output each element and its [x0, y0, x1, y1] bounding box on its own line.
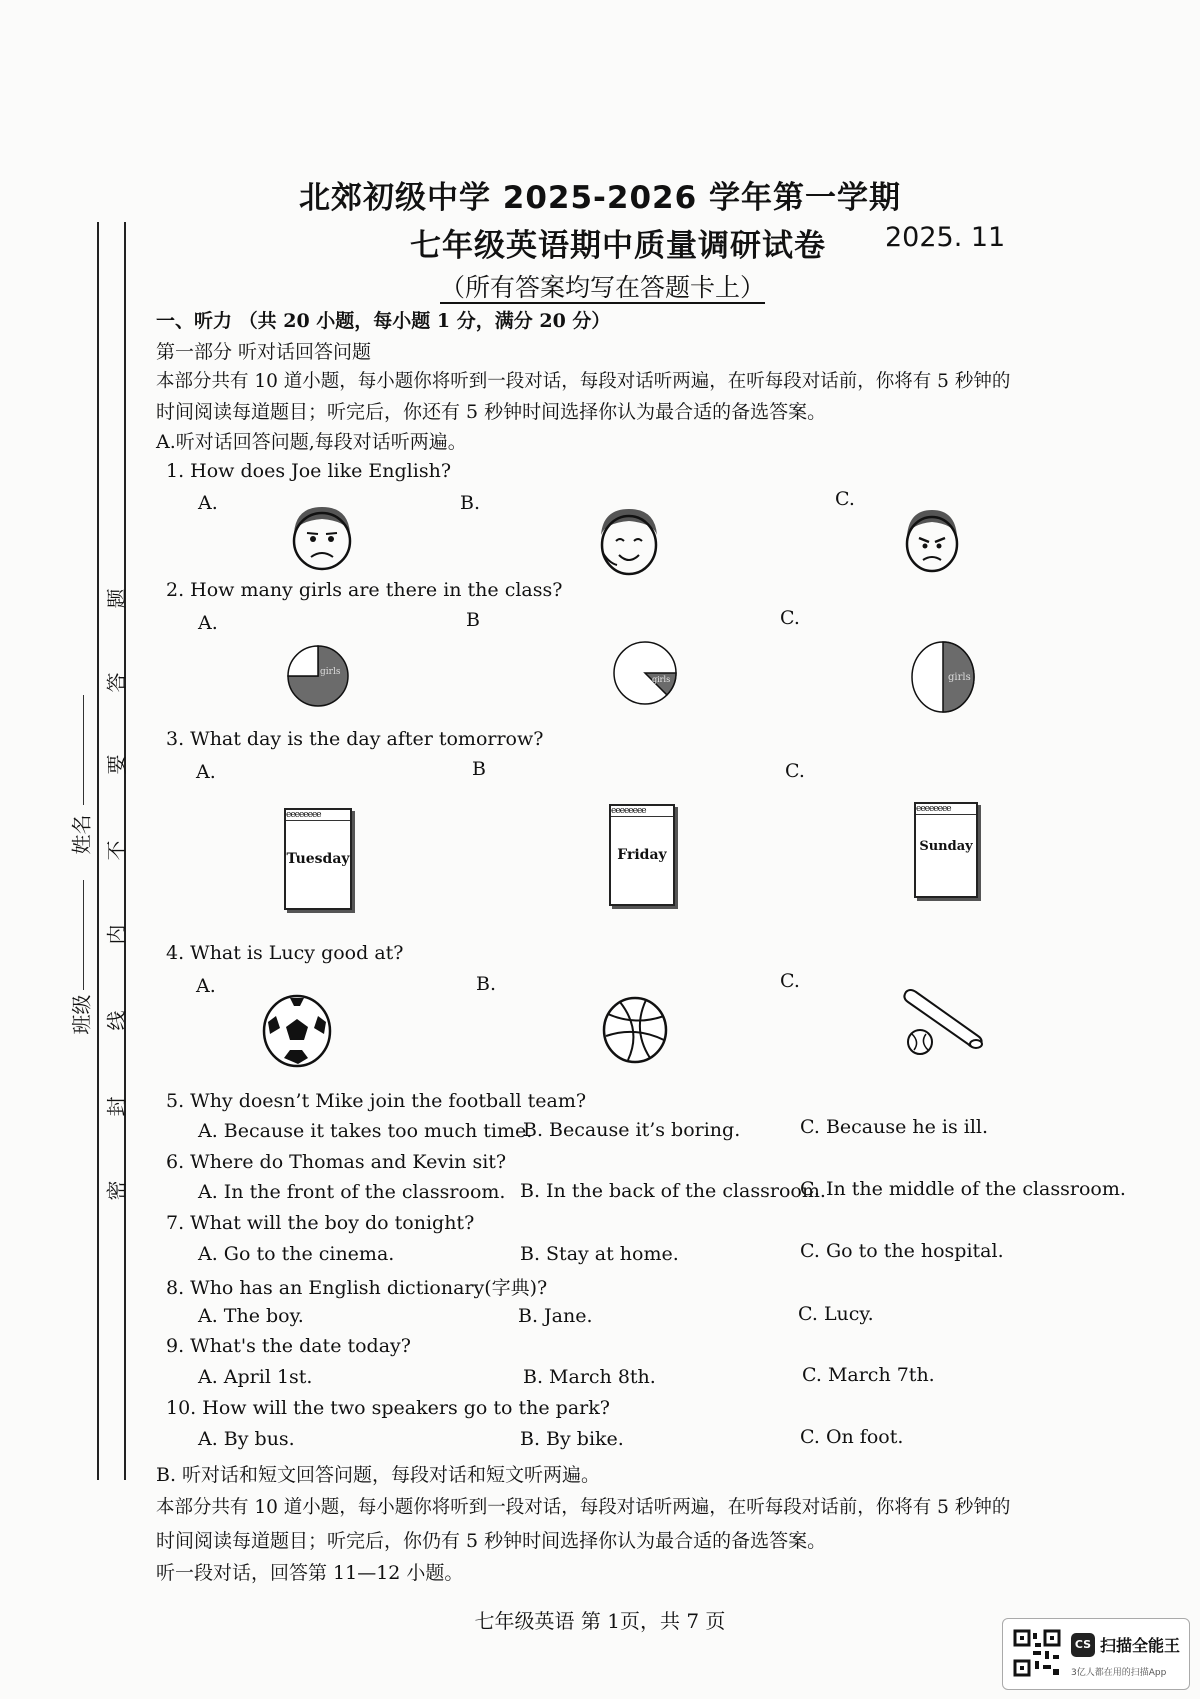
- baseball-bat-icon: [900, 988, 986, 1058]
- question-9: 9. What's the date today?: [166, 1335, 411, 1357]
- question-10: 10. How will the two speakers go to the park?: [166, 1397, 610, 1419]
- option-b: B. Stay at home.: [520, 1243, 679, 1265]
- seal-char: 不: [104, 840, 129, 861]
- option-a: A. The boy.: [198, 1305, 304, 1327]
- pie-label: girls: [652, 675, 671, 684]
- basketball-icon: [602, 996, 668, 1064]
- option-label: A.: [198, 612, 218, 634]
- option-label: B.: [476, 973, 497, 995]
- option-a: A. April 1st.: [198, 1366, 313, 1388]
- option-a: A. Go to the cinema.: [198, 1243, 395, 1265]
- question-8: 8. Who has an English dictionary(字典)?: [166, 1277, 548, 1299]
- option-b: B. In the back of the classroom.: [520, 1180, 826, 1202]
- happy-face-icon: [595, 505, 663, 577]
- question-2: 2. How many girls are there in the class?: [166, 579, 563, 601]
- seal-char: 题: [104, 588, 129, 609]
- calendar-day: Sunday: [919, 839, 973, 854]
- seal-char: 要: [104, 754, 129, 775]
- section-heading: 一、听力 （共 20 小题，每小题 1 分，满分 20 分）: [156, 310, 611, 332]
- calendar-day: Friday: [617, 847, 667, 863]
- calendar-icon: [914, 802, 978, 898]
- seal-char: 密: [104, 1180, 129, 1201]
- option-label: C.: [780, 607, 800, 629]
- option-c: C. Because he is ill.: [800, 1116, 989, 1138]
- pie-chart-a: [286, 644, 350, 708]
- calendar-rings: eeeeeeee: [916, 804, 976, 815]
- exam-title-line1: 北郊初级中学 2025-2026 学年第一学期: [298, 180, 901, 216]
- section-b-title: B. 听对话和短文回答问题，每段对话和短文听两遍。: [156, 1464, 601, 1486]
- page-footer: 七年级英语 第 1页，共 7 页: [474, 1609, 726, 1633]
- option-a: A. By bus.: [198, 1428, 295, 1450]
- option-label: C.: [780, 970, 800, 992]
- option-label: B: [466, 609, 480, 631]
- option-c: C. On foot.: [800, 1426, 904, 1448]
- seal-char: 答: [104, 672, 129, 693]
- seal-char: 线: [104, 1010, 129, 1031]
- question-6: 6. Where do Thomas and Kevin sit?: [166, 1151, 507, 1173]
- option-label: B: [472, 758, 486, 780]
- name-field-line[interactable]: [83, 695, 84, 805]
- exam-date: 2025. 11: [885, 222, 1006, 253]
- option-c: C. Go to the hospital.: [800, 1240, 1004, 1262]
- option-b: B. By bike.: [520, 1428, 624, 1450]
- calendar-icon: [609, 804, 675, 906]
- scanner-tagline: 3亿人都在用的扫描App: [1071, 1668, 1167, 1678]
- option-b: B. Jane.: [518, 1305, 593, 1327]
- angry-face-icon: [903, 508, 961, 574]
- subsection-a-title: A.听对话回答问题,每段对话听两遍。: [156, 431, 467, 453]
- section-b-instructions-line1: 本部分共有 10 道小题，每小题你将听到一段对话，每段对话听两遍，在听每段对话前，你将有 5 秒钟的: [156, 1497, 1011, 1518]
- pie-label: girls: [948, 672, 971, 683]
- option-label: B.: [460, 492, 481, 514]
- scanner-app-name: 扫描全能王: [1100, 1636, 1181, 1655]
- part1-title: 第一部分 听对话回答问题: [156, 341, 372, 363]
- question-7: 7. What will the boy do tonight?: [166, 1212, 475, 1234]
- option-c: C. In the middle of the classroom.: [800, 1178, 1126, 1200]
- section-b-instructions-line2: 时间阅读每道题目；听完后，你仍有 5 秒钟时间选择你认为最合适的备选答案。: [156, 1530, 827, 1552]
- option-a: A. In the front of the classroom.: [198, 1181, 506, 1203]
- soccer-ball-icon: [262, 994, 332, 1068]
- pie-chart-c: [910, 640, 976, 714]
- calendar-rings: eeeeeeee: [286, 810, 350, 821]
- class-label: 班级: [69, 994, 94, 1035]
- instructions-line1: 本部分共有 10 道小题，每小题你将听到一段对话，每段对话听两遍，在听每段对话前，你将有 5 秒钟的: [156, 371, 1011, 392]
- option-label: A.: [198, 492, 218, 514]
- seal-char: 内: [104, 924, 129, 945]
- scanner-logo: CS: [1071, 1633, 1095, 1657]
- question-4: 4. What is Lucy good at?: [166, 942, 404, 964]
- option-label: A.: [196, 761, 216, 783]
- scanner-badge: [1002, 1618, 1190, 1690]
- pie-slice-boys: [288, 646, 318, 676]
- calendar-day: Tuesday: [286, 851, 350, 867]
- qr-code-icon: [1013, 1629, 1061, 1677]
- exam-title-line2: 七年级英语期中质量调研试卷: [410, 228, 826, 264]
- sad-face-icon: [286, 503, 358, 573]
- calendar-rings: eeeeeeee: [611, 806, 673, 817]
- option-c: C. March 7th.: [802, 1364, 935, 1386]
- section-b-instructions-line3: 听一段对话，回答第 11—12 小题。: [156, 1562, 464, 1584]
- answer-card-note: （所有答案均写在答题卡上）: [440, 273, 766, 302]
- question-1: 1. How does Joe like English?: [166, 460, 451, 482]
- option-a: A. Because it takes too much time.: [198, 1120, 533, 1142]
- option-c: C. Lucy.: [798, 1303, 874, 1325]
- class-field-line[interactable]: [83, 880, 84, 990]
- calendar-icon: [284, 808, 352, 910]
- pie-label: girls: [320, 667, 341, 677]
- instructions-line2: 时间阅读每道题目；听完后，你还有 5 秒钟时间选择你认为最合适的备选答案。: [156, 401, 827, 423]
- option-b: B. March 8th.: [523, 1366, 656, 1388]
- option-b: B. Because it’s boring.: [523, 1119, 741, 1141]
- question-5: 5. Why doesn’t Mike join the football team?: [166, 1090, 587, 1112]
- option-label: A.: [196, 975, 216, 997]
- name-label: 姓名: [69, 814, 94, 855]
- seal-char: 封: [104, 1096, 129, 1117]
- option-label: C.: [785, 760, 805, 782]
- question-3: 3. What day is the day after tomorrow?: [166, 728, 544, 750]
- option-label: C.: [835, 488, 855, 510]
- margin-line-outer: [97, 222, 99, 1480]
- pie-chart-b: [612, 640, 678, 706]
